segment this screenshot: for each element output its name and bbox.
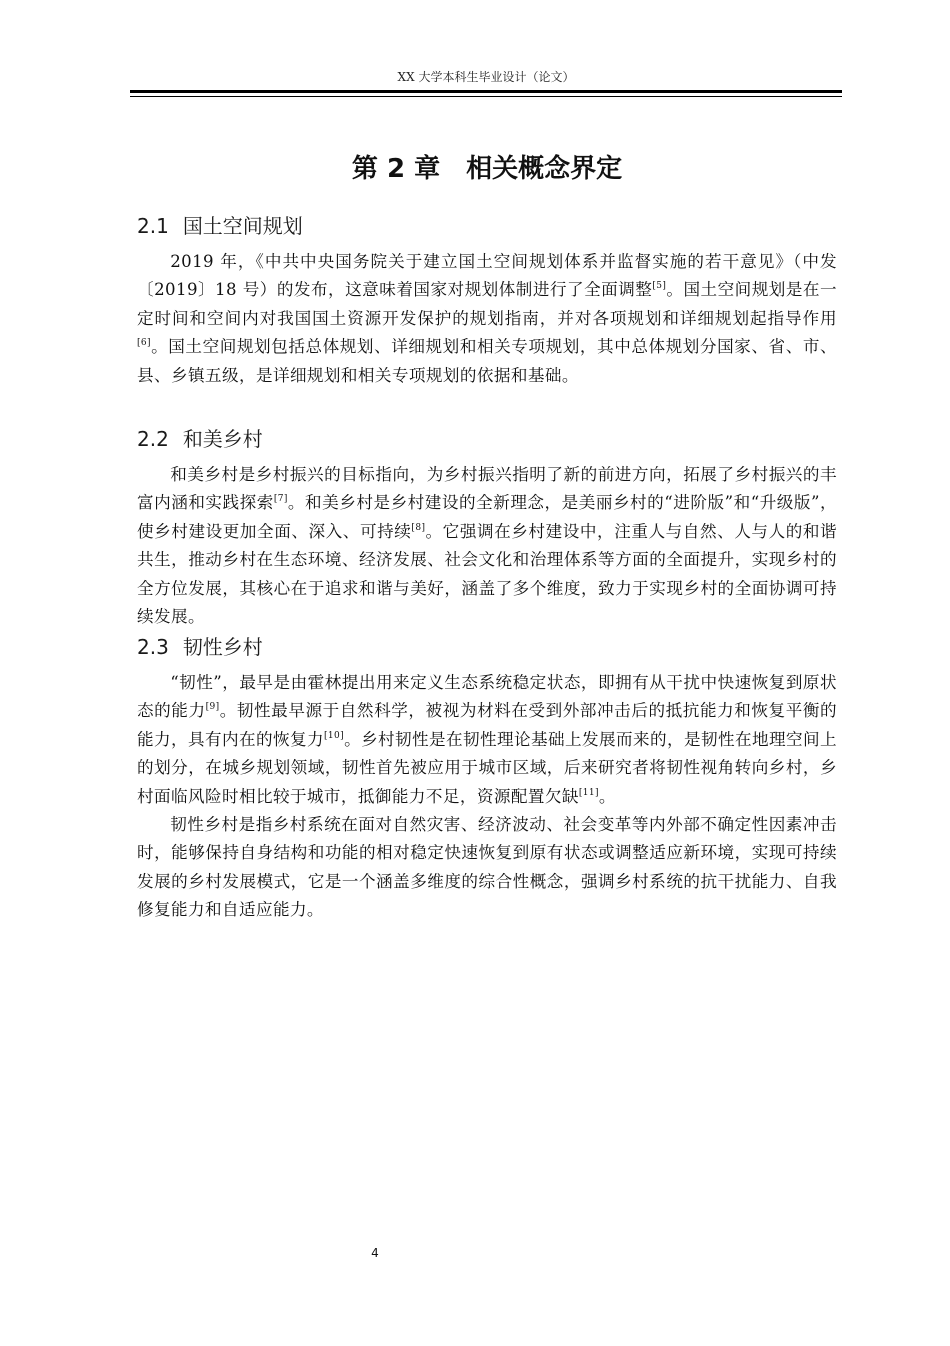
- paragraph: [137, 811, 837, 925]
- header-rule-thin: [130, 96, 842, 97]
- citation-ref: [7]: [273, 494, 288, 505]
- header-rule-thick: [130, 90, 842, 93]
- text-run: 。韧性最早源于自然科学，被视为材料在受到外部冲击后的抵抗能力和恢复平衡的能力，具有内在的恢复力: [137, 701, 837, 749]
- citation-ref: [10]: [323, 730, 345, 741]
- paragraph: [137, 248, 837, 390]
- text-run: 。和美乡村是乡村建设的全新理念，是美丽乡村的“进阶版”和“升级版”，使乡村建设更加全面、深入、可持续: [137, 493, 838, 541]
- section-heading: [137, 425, 837, 453]
- text-run: 。: [598, 786, 616, 806]
- paragraph: [137, 669, 837, 811]
- chapter-title: [137, 152, 837, 186]
- citation-ref: [8]: [411, 522, 426, 533]
- text-run: 韧性乡村是指乡村系统在面对自然灾害、经济波动、社会变革等内外部不确定性因素冲击时，能够保持自身结构和功能的相对稳定快速恢复到原有状态或调整适应新环境，实现可持续发展的乡村发展模式，它是一个涵盖多维度的综合性概念，强调乡村系统的抗干扰能力、自我修复能力和自适应能力。: [137, 815, 837, 920]
- text-run: 和美乡村是乡村振兴的目标指向，为乡村振兴指明了新的前进方向，拓展了乡村振兴的丰富内涵和实践探索: [137, 465, 837, 513]
- section-number: 2.1: [137, 214, 169, 238]
- section-2-3: [137, 633, 837, 925]
- text-run: 。国土空间规划包括总体规划、详细规划和相关专项规划，其中总体规划分国家、省、市、县、乡镇五级，是详细规划和相关专项规划的依据和基础。: [137, 337, 837, 385]
- section-heading: [137, 212, 837, 240]
- section-heading: [137, 633, 837, 661]
- citation-ref: [5]: [652, 281, 667, 292]
- chapter-title-text: 相关概念界定: [466, 154, 623, 184]
- section-number: 2.3: [137, 635, 169, 659]
- citation-ref: [11]: [578, 787, 599, 798]
- page-number: 4: [371, 1246, 379, 1260]
- text-run: 。它强调在乡村建设中，注重人与自然、人与人的和谐共生，推动乡村在生态环境、经济发展、社会文化和治理体系等方面的全面提升，实现乡村的全方位发展，其核心在于追求和谐与美好，涵盖了多个维度，致力于实现乡村的全面协调可持续发展。: [137, 521, 837, 627]
- section-2-1: [137, 212, 837, 390]
- citation-ref: [6]: [137, 338, 151, 349]
- text-run: “韧性”，最早是由霍林提出用来定义生态系统稳定状态，即拥有从干扰中快速恢复到原状态的能力: [137, 673, 837, 721]
- chapter-number: 第 2 章: [351, 154, 441, 184]
- section-title: 和美乡村: [182, 427, 263, 451]
- running-header: XX 大学本科生毕业设计（论文）: [397, 70, 575, 84]
- text-run: 。国土空间规划是在一定时间和空间内对我国国土资源开发保护的规划指南，并对各项规划和详细规划起指导作用: [137, 280, 837, 328]
- section-2-2: [137, 425, 837, 631]
- section-number: 2.2: [137, 427, 169, 451]
- paragraph: [137, 461, 837, 631]
- citation-ref: [9]: [205, 702, 220, 713]
- section-title: 韧性乡村: [182, 635, 263, 659]
- text-run: 。乡村韧性是在韧性理论基础上发展而来的，是韧性在地理空间上的划分，在城乡规划领域，韧性首先被应用于城市区域，后来研究者将韧性视角转向乡村，乡村面临风险时相比较于城市，抵御能力不足，资源配置欠缺: [137, 729, 837, 806]
- text-run: 2019 年，《中共中央国务院关于建立国土空间规划体系并监督实施的若干意见》（中发〔2019〕18 号）的发布，这意味着国家对规划体制进行了全面调整: [137, 252, 837, 300]
- section-title: 国土空间规划: [182, 214, 303, 238]
